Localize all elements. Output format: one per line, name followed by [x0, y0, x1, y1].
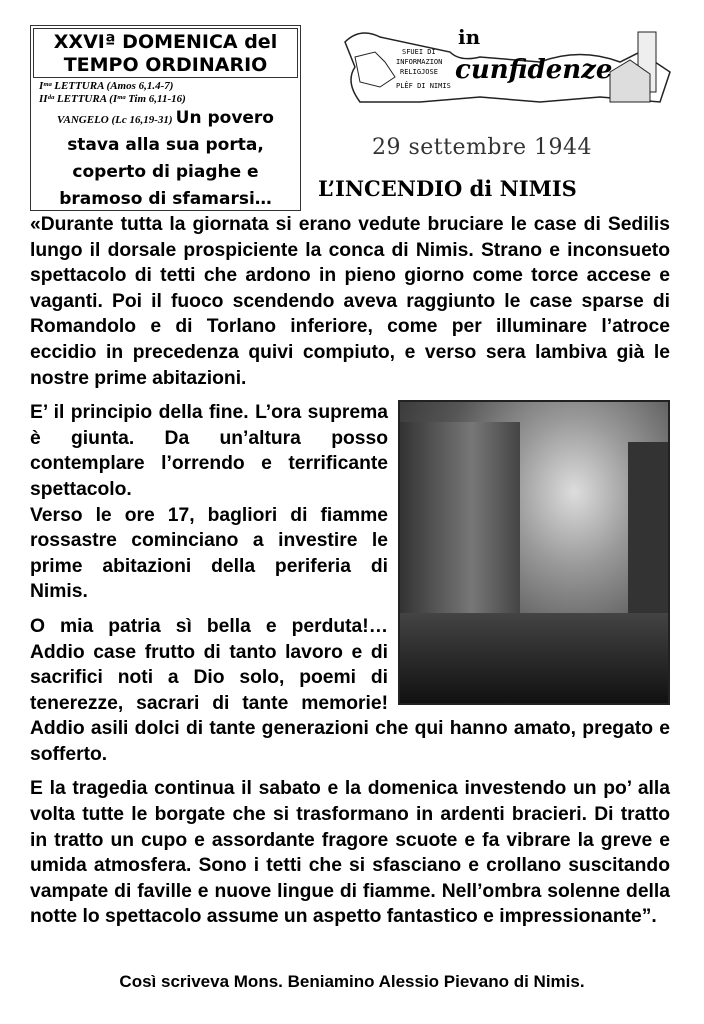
logo-scroll-text: PLÊF DI NIMIS: [396, 82, 451, 90]
logo-scroll-text: SFUEI DI: [402, 48, 436, 56]
liturgy-box: [30, 25, 301, 211]
title-line-2: TEMPO ORDINARIO: [63, 54, 268, 76]
signature: Così scriveva Mons. Beniamino Alessio Pievano di Nimis.: [119, 972, 585, 991]
fire-photo: [398, 400, 670, 705]
paragraph: Verso le ore 17, bagliori di fiamme rossastre cominciano a investire le prime abitazioni della periferia di Nimis.: [30, 504, 388, 603]
date: 29 settembre 1944: [372, 135, 592, 160]
gospel-quote: Un povero stava alla sua porta, coperto di piaghe e bramoso di sfamarsi…: [59, 108, 274, 209]
logo-scroll-text: INFORMAZION: [396, 58, 443, 66]
paragraph: E’ il principio della fine. L’ora suprema è giunta. Da un’altura posso contemplare l’orrendo e terrificante spettacolo.: [30, 402, 388, 500]
logo-in: in: [458, 25, 481, 49]
first-reading: Iᵐᵃ LETTURA (Amos 6,1.4-7): [39, 80, 174, 92]
sunday-title: [33, 28, 298, 78]
in-cunfidenze-logo: [340, 22, 680, 112]
paragraph: «Durante tutta la giornata si erano vedute bruciare le case di Sedilis lungo il dorsale prospiciente la conca di Nimis. Strano e inconsueto spettacolo di tetti che ardono in pieno giorno come torce accese e vaganti. Poi il fuoco scendendo aveva raggiunto le case sparse di Romandolo e di Torlano inferiore, come per illuminare l’atroce eccidio in precedenza quivi compiuto, e verso sera lambiva già le nostre prime abitazioni.: [30, 214, 670, 389]
title-line-1: XXVIª DOMENICA del: [53, 31, 278, 53]
second-reading: IIᵈᵃ LETTURA (Iᵐᵃ Tim 6,11-16): [39, 93, 186, 105]
gospel: [31, 106, 300, 214]
logo-scroll-text: RELIGJOSE: [400, 68, 438, 76]
logo-cunfidenze: cunfidenze: [455, 55, 613, 85]
article-body: [30, 212, 670, 939]
paragraph: O mia patria sì bella e perduta!… Addio case frutto di tanto lavoro e di sacrifici noti a Dio solo, poemi di tenerezze, sacrari di tante memorie! Addio asili dolci di tante generazioni che qui hanno amato, pregato e sofferto.: [30, 615, 670, 765]
gospel-ref: VANGELO (Lc 16,19-31): [56, 114, 173, 126]
paragraph: E la tragedia continua il sabato e la domenica investendo un po’ alla volta tutte le borgate che si trasformano in ardenti bracieri. Di tratto in tratto un cupo e assordante fragore scuote e fa vibrare la greve e umida atmosfera. Sono i tetti che si sfasciano e crollano suscitando vampate di faville e nuove lingue di fiamme. Nell’ombra solenne della notte lo spettacolo assume un aspetto fantastico e impressionante”.: [30, 778, 670, 928]
article-title: L’INCENDIO di NIMIS: [318, 176, 577, 201]
